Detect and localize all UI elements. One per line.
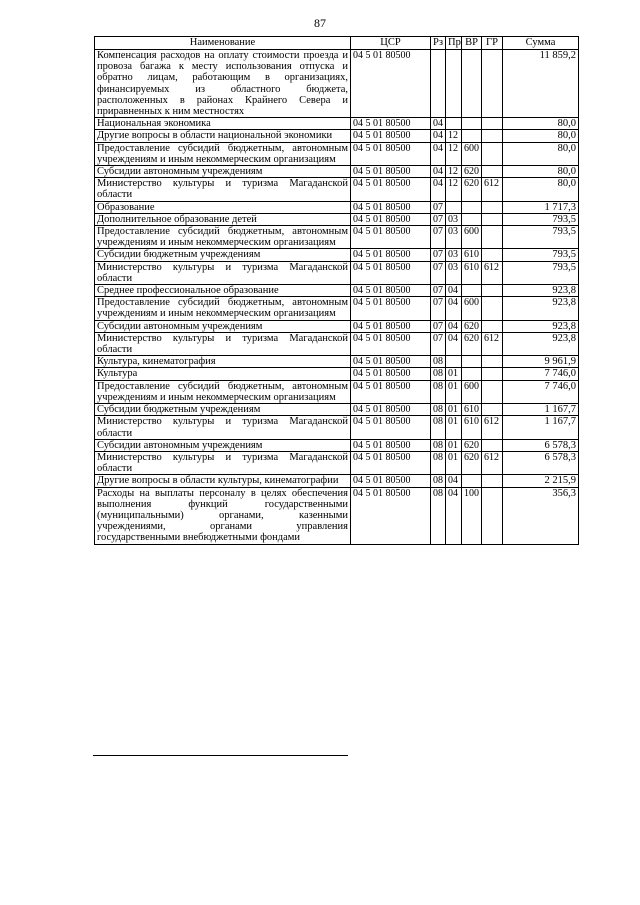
cell-sum: 923,8 (503, 332, 579, 355)
cell-gr: 612 (482, 261, 503, 284)
cell-vr (462, 201, 482, 213)
cell-rz: 04 (431, 130, 446, 142)
cell-name: Дополнительное образование детей (95, 213, 351, 225)
cell-csr: 04 5 01 80500 (351, 320, 431, 332)
table-row (95, 320, 579, 332)
table-row (95, 285, 579, 297)
cell-pr: 04 (446, 285, 462, 297)
cell-name: Субсидии автономным учреждениям (95, 439, 351, 451)
cell-pr: 12 (446, 178, 462, 201)
cell-pr: 04 (446, 320, 462, 332)
cell-csr: 04 5 01 80500 (351, 356, 431, 368)
cell-pr: 04 (446, 475, 462, 487)
cell-csr: 04 5 01 80500 (351, 249, 431, 261)
cell-sum: 2 215,9 (503, 475, 579, 487)
cell-rz: 04 (431, 118, 446, 130)
cell-gr (482, 50, 503, 118)
cell-csr: 04 5 01 80500 (351, 118, 431, 130)
cell-pr (446, 356, 462, 368)
cell-sum: 9 961,9 (503, 356, 579, 368)
cell-pr (446, 118, 462, 130)
cell-csr: 04 5 01 80500 (351, 226, 431, 249)
cell-sum: 923,8 (503, 285, 579, 297)
table-row (95, 166, 579, 178)
cell-gr (482, 380, 503, 403)
table-row (95, 332, 579, 355)
cell-sum: 356,3 (503, 487, 579, 544)
table-row (95, 261, 579, 284)
cell-rz: 07 (431, 261, 446, 284)
cell-rz: 04 (431, 142, 446, 165)
cell-csr: 04 5 01 80500 (351, 261, 431, 284)
cell-pr: 03 (446, 226, 462, 249)
cell-vr: 620 (462, 332, 482, 355)
cell-vr: 610 (462, 416, 482, 439)
cell-pr (446, 201, 462, 213)
budget-table (94, 36, 579, 545)
cell-csr: 04 5 01 80500 (351, 142, 431, 165)
cell-csr: 04 5 01 80500 (351, 297, 431, 320)
cell-name: Другие вопросы в области культуры, кинематографии (95, 475, 351, 487)
cell-gr (482, 475, 503, 487)
cell-vr: 600 (462, 380, 482, 403)
cell-pr: 12 (446, 142, 462, 165)
cell-csr: 04 5 01 80500 (351, 368, 431, 380)
table-row (95, 439, 579, 451)
cell-rz: 08 (431, 380, 446, 403)
cell-pr: 04 (446, 297, 462, 320)
cell-name: Предоставление субсидий бюджетным, автономным учреждениям и иным некоммерческим организациям (95, 297, 351, 320)
cell-name: Расходы на выплаты персоналу в целях обеспечения выполнения функций государственными (муниципальными) органами, казенными учреждениями, органами управления государственными внебюджетными фондами (95, 487, 351, 544)
table-row (95, 475, 579, 487)
cell-pr: 03 (446, 213, 462, 225)
cell-name: Предоставление субсидий бюджетным, автономным учреждениям и иным некоммерческим организациям (95, 142, 351, 165)
cell-name: Субсидии автономным учреждениям (95, 166, 351, 178)
cell-pr: 01 (446, 404, 462, 416)
cell-rz: 08 (431, 475, 446, 487)
cell-csr: 04 5 01 80500 (351, 130, 431, 142)
cell-pr: 12 (446, 166, 462, 178)
cell-rz: 07 (431, 332, 446, 355)
cell-sum: 80,0 (503, 178, 579, 201)
cell-sum: 7 746,0 (503, 380, 579, 403)
cell-csr: 04 5 01 80500 (351, 475, 431, 487)
cell-gr (482, 142, 503, 165)
cell-gr: 612 (482, 178, 503, 201)
cell-gr (482, 249, 503, 261)
cell-pr: 01 (446, 451, 462, 474)
cell-csr: 04 5 01 80500 (351, 439, 431, 451)
cell-csr: 04 5 01 80500 (351, 285, 431, 297)
cell-vr (462, 50, 482, 118)
cell-rz: 07 (431, 297, 446, 320)
page-number: 87 (314, 16, 326, 30)
header-name: Наименование (95, 37, 351, 50)
cell-csr: 04 5 01 80500 (351, 404, 431, 416)
cell-rz: 08 (431, 368, 446, 380)
cell-sum: 80,0 (503, 166, 579, 178)
cell-gr (482, 320, 503, 332)
cell-name: Министерство культуры и туризма Магаданской области (95, 416, 351, 439)
cell-pr: 01 (446, 368, 462, 380)
cell-csr: 04 5 01 80500 (351, 416, 431, 439)
table-row (95, 201, 579, 213)
cell-name: Субсидии автономным учреждениям (95, 320, 351, 332)
cell-sum: 6 578,3 (503, 451, 579, 474)
header-vr: ВР (462, 37, 482, 50)
cell-name: Министерство культуры и туризма Магаданской области (95, 261, 351, 284)
cell-rz: 07 (431, 285, 446, 297)
table-row (95, 380, 579, 403)
cell-gr (482, 118, 503, 130)
cell-csr: 04 5 01 80500 (351, 380, 431, 403)
cell-pr: 01 (446, 439, 462, 451)
cell-gr (482, 297, 503, 320)
cell-gr (482, 201, 503, 213)
cell-csr: 04 5 01 80500 (351, 201, 431, 213)
cell-sum: 11 859,2 (503, 50, 579, 118)
table-row (95, 451, 579, 474)
cell-gr (482, 487, 503, 544)
cell-vr: 620 (462, 178, 482, 201)
cell-rz: 08 (431, 404, 446, 416)
footer-divider (93, 755, 348, 756)
cell-name: Культура (95, 368, 351, 380)
cell-vr (462, 130, 482, 142)
cell-pr (446, 50, 462, 118)
cell-sum: 7 746,0 (503, 368, 579, 380)
cell-csr: 04 5 01 80500 (351, 451, 431, 474)
cell-gr (482, 130, 503, 142)
cell-name: Министерство культуры и туризма Магаданской области (95, 178, 351, 201)
cell-csr: 04 5 01 80500 (351, 213, 431, 225)
cell-sum: 923,8 (503, 320, 579, 332)
cell-pr: 03 (446, 261, 462, 284)
header-csr: ЦСР (351, 37, 431, 50)
cell-name: Компенсация расходов на оплату стоимости проезда и провоза багажа к месту использования отпуска и обратно лицам, работающим в организациях, финансируемых из областного бюджета, расположенных в районах Крайнего Севера и приравненных к ним местностях (95, 50, 351, 118)
cell-sum: 80,0 (503, 142, 579, 165)
cell-gr: 612 (482, 332, 503, 355)
cell-gr (482, 356, 503, 368)
cell-vr: 600 (462, 297, 482, 320)
header-pr: Пр (446, 37, 462, 50)
table-row (95, 130, 579, 142)
cell-gr (482, 404, 503, 416)
cell-rz: 08 (431, 451, 446, 474)
cell-pr: 01 (446, 380, 462, 403)
cell-pr: 04 (446, 332, 462, 355)
cell-name: Национальная экономика (95, 118, 351, 130)
cell-vr (462, 356, 482, 368)
cell-sum: 793,5 (503, 226, 579, 249)
table-header-row (95, 37, 579, 50)
table-row (95, 213, 579, 225)
cell-sum: 6 578,3 (503, 439, 579, 451)
cell-pr: 04 (446, 487, 462, 544)
cell-rz: 07 (431, 213, 446, 225)
cell-vr: 620 (462, 439, 482, 451)
cell-sum: 80,0 (503, 130, 579, 142)
cell-gr (482, 166, 503, 178)
cell-vr (462, 475, 482, 487)
cell-vr: 620 (462, 320, 482, 332)
cell-rz (431, 50, 446, 118)
cell-gr: 612 (482, 451, 503, 474)
table-row (95, 356, 579, 368)
cell-name: Предоставление субсидий бюджетным, автономным учреждениям и иным некоммерческим организациям (95, 380, 351, 403)
table-row (95, 142, 579, 165)
cell-vr (462, 213, 482, 225)
cell-sum: 1 717,3 (503, 201, 579, 213)
cell-gr (482, 368, 503, 380)
cell-gr (482, 285, 503, 297)
header-gr: ГР (482, 37, 503, 50)
table-row (95, 178, 579, 201)
cell-vr: 600 (462, 142, 482, 165)
cell-sum: 80,0 (503, 118, 579, 130)
cell-sum: 1 167,7 (503, 404, 579, 416)
cell-vr: 620 (462, 451, 482, 474)
cell-vr (462, 118, 482, 130)
cell-sum: 923,8 (503, 297, 579, 320)
table-row (95, 249, 579, 261)
cell-csr: 04 5 01 80500 (351, 50, 431, 118)
cell-rz: 04 (431, 178, 446, 201)
table-row (95, 368, 579, 380)
cell-pr: 01 (446, 416, 462, 439)
cell-pr: 03 (446, 249, 462, 261)
cell-sum: 793,5 (503, 213, 579, 225)
cell-vr: 620 (462, 166, 482, 178)
cell-csr: 04 5 01 80500 (351, 332, 431, 355)
cell-vr: 610 (462, 249, 482, 261)
cell-name: Другие вопросы в области национальной экономики (95, 130, 351, 142)
cell-vr: 610 (462, 261, 482, 284)
cell-rz: 08 (431, 416, 446, 439)
header-sum: Сумма (503, 37, 579, 50)
header-rz: Рз (431, 37, 446, 50)
table-row (95, 416, 579, 439)
cell-vr: 100 (462, 487, 482, 544)
cell-name: Среднее профессиональное образование (95, 285, 351, 297)
cell-name: Министерство культуры и туризма Магаданской области (95, 451, 351, 474)
table-row (95, 404, 579, 416)
cell-csr: 04 5 01 80500 (351, 487, 431, 544)
cell-name: Культура, кинематография (95, 356, 351, 368)
cell-vr (462, 285, 482, 297)
cell-rz: 04 (431, 166, 446, 178)
cell-name: Предоставление субсидий бюджетным, автономным учреждениям и иным некоммерческим организациям (95, 226, 351, 249)
cell-name: Субсидии бюджетным учреждениям (95, 404, 351, 416)
cell-sum: 793,5 (503, 261, 579, 284)
cell-vr: 610 (462, 404, 482, 416)
cell-vr (462, 368, 482, 380)
table-row (95, 487, 579, 544)
cell-gr (482, 226, 503, 249)
table-body (95, 50, 579, 545)
cell-csr: 04 5 01 80500 (351, 178, 431, 201)
cell-csr: 04 5 01 80500 (351, 166, 431, 178)
cell-name: Министерство культуры и туризма Магаданской области (95, 332, 351, 355)
cell-sum: 793,5 (503, 249, 579, 261)
table-row (95, 226, 579, 249)
cell-vr: 600 (462, 226, 482, 249)
cell-gr: 612 (482, 416, 503, 439)
cell-rz: 08 (431, 356, 446, 368)
cell-gr (482, 213, 503, 225)
cell-pr: 12 (446, 130, 462, 142)
table-row (95, 118, 579, 130)
cell-rz: 07 (431, 226, 446, 249)
cell-rz: 07 (431, 201, 446, 213)
cell-gr (482, 439, 503, 451)
table-row (95, 50, 579, 118)
cell-name: Субсидии бюджетным учреждениям (95, 249, 351, 261)
table-row (95, 297, 579, 320)
cell-rz: 07 (431, 320, 446, 332)
cell-name: Образование (95, 201, 351, 213)
cell-rz: 07 (431, 249, 446, 261)
cell-rz: 08 (431, 439, 446, 451)
cell-sum: 1 167,7 (503, 416, 579, 439)
cell-rz: 08 (431, 487, 446, 544)
